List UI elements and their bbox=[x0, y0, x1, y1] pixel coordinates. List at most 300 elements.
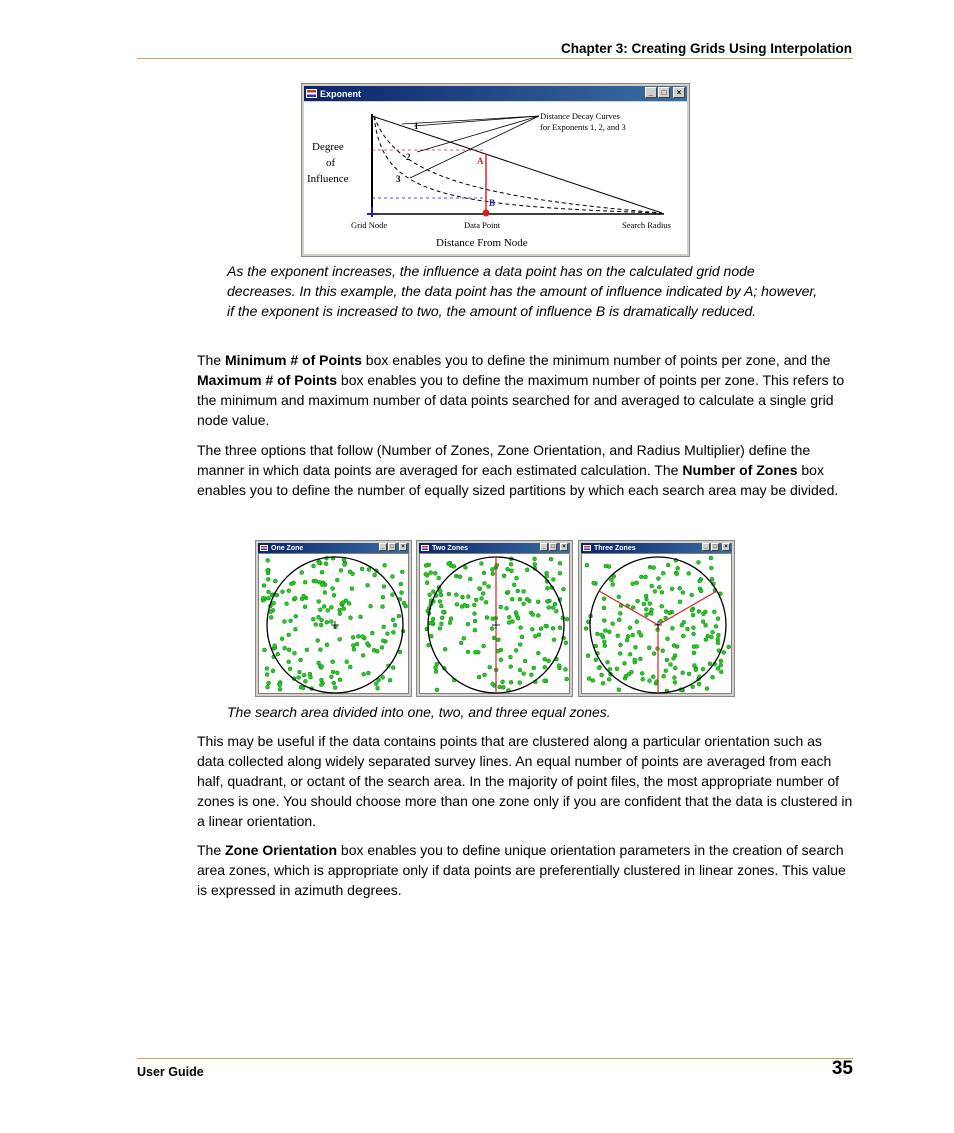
data-point bbox=[329, 675, 333, 679]
data-point bbox=[634, 645, 638, 649]
pointer-3 bbox=[410, 116, 539, 178]
data-point bbox=[318, 648, 322, 652]
data-point bbox=[369, 604, 373, 608]
data-point bbox=[672, 656, 676, 660]
data-point bbox=[267, 596, 271, 600]
data-point bbox=[267, 590, 271, 594]
data-point bbox=[631, 633, 635, 637]
data-point bbox=[602, 597, 606, 601]
data-point bbox=[586, 654, 590, 658]
minimize-icon[interactable]: _ bbox=[540, 543, 548, 551]
data-point bbox=[499, 658, 503, 662]
data-point bbox=[338, 637, 342, 641]
data-point bbox=[402, 601, 406, 605]
data-point bbox=[552, 638, 556, 642]
data-point bbox=[531, 613, 535, 617]
data-point bbox=[565, 617, 569, 621]
data-point bbox=[672, 676, 676, 680]
data-point bbox=[602, 619, 606, 623]
data-point bbox=[584, 627, 588, 631]
data-point bbox=[666, 637, 670, 641]
data-point bbox=[587, 677, 591, 681]
data-point bbox=[714, 624, 718, 628]
close-icon[interactable]: × bbox=[673, 87, 685, 98]
x-axis-title: Distance From Node bbox=[436, 237, 528, 249]
data-point bbox=[266, 558, 270, 562]
y-label-degree: Degree bbox=[312, 141, 344, 153]
data-point bbox=[716, 633, 720, 637]
data-point bbox=[473, 628, 477, 632]
data-point bbox=[607, 677, 611, 681]
data-point bbox=[366, 671, 370, 675]
data-point bbox=[618, 611, 622, 615]
marker-a-label: A bbox=[477, 156, 484, 166]
data-point bbox=[302, 594, 306, 598]
data-point bbox=[473, 612, 477, 616]
data-point bbox=[549, 557, 553, 561]
data-point bbox=[666, 563, 670, 567]
data-point bbox=[502, 574, 506, 578]
data-point bbox=[515, 576, 519, 580]
data-point bbox=[391, 666, 395, 670]
data-point bbox=[617, 595, 621, 599]
data-point bbox=[485, 616, 489, 620]
data-point bbox=[705, 687, 709, 691]
data-point bbox=[458, 575, 462, 579]
data-point bbox=[558, 561, 562, 565]
data-point bbox=[431, 617, 435, 621]
data-point bbox=[459, 641, 463, 645]
data-point bbox=[692, 664, 696, 668]
data-point bbox=[603, 629, 607, 633]
two-zones-titlebar[interactable] bbox=[419, 543, 570, 553]
data-point bbox=[322, 605, 326, 609]
data-point bbox=[656, 577, 660, 581]
data-point bbox=[686, 627, 690, 631]
data-point bbox=[554, 609, 558, 613]
data-point bbox=[318, 608, 322, 612]
data-point bbox=[649, 612, 653, 616]
data-point bbox=[652, 566, 656, 570]
data-point bbox=[331, 587, 335, 591]
data-point bbox=[628, 652, 632, 656]
data-point bbox=[351, 572, 355, 576]
data-point bbox=[699, 589, 703, 593]
minimize-icon[interactable]: _ bbox=[379, 543, 387, 551]
data-point bbox=[331, 660, 335, 664]
curve-1-label: 1 bbox=[414, 121, 419, 131]
data-point bbox=[511, 620, 515, 624]
two-zones-plot bbox=[420, 554, 571, 695]
data-point bbox=[317, 600, 321, 604]
data-point bbox=[533, 557, 537, 561]
term-zone-orientation: Zone Orientation bbox=[225, 842, 338, 858]
data-point bbox=[681, 591, 685, 595]
data-point bbox=[544, 624, 548, 628]
data-point bbox=[644, 575, 648, 579]
data-point bbox=[390, 593, 394, 597]
data-point bbox=[391, 630, 395, 634]
data-point bbox=[473, 619, 477, 623]
data-point bbox=[562, 587, 566, 591]
x-label-grid-node: Grid Node bbox=[351, 220, 388, 230]
data-point bbox=[496, 638, 500, 642]
data-point bbox=[601, 681, 605, 685]
data-point bbox=[639, 575, 643, 579]
data-point bbox=[262, 584, 266, 588]
data-point bbox=[690, 608, 694, 612]
data-point bbox=[673, 666, 677, 670]
data-point bbox=[653, 589, 657, 593]
data-point bbox=[678, 600, 682, 604]
data-point bbox=[481, 592, 485, 596]
data-point bbox=[294, 614, 298, 618]
chapter-title: Chapter 3: Creating Grids Using Interpolation bbox=[560, 41, 852, 56]
data-point bbox=[678, 586, 682, 590]
data-point bbox=[273, 644, 277, 648]
data-point bbox=[652, 652, 656, 656]
data-point bbox=[522, 589, 526, 593]
data-point bbox=[288, 667, 292, 671]
minimize-icon[interactable]: _ bbox=[702, 543, 710, 551]
exponent-window-titlebar[interactable] bbox=[304, 86, 687, 101]
data-point bbox=[317, 561, 321, 565]
data-point bbox=[499, 605, 503, 609]
data-point bbox=[462, 636, 466, 640]
data-point bbox=[382, 585, 386, 589]
data-point bbox=[665, 658, 669, 662]
data-point bbox=[482, 571, 486, 575]
data-point bbox=[592, 581, 596, 585]
data-point bbox=[265, 667, 269, 671]
data-point bbox=[263, 648, 267, 652]
data-point bbox=[619, 643, 623, 647]
data-point bbox=[331, 670, 335, 674]
data-point bbox=[483, 673, 487, 677]
data-point bbox=[435, 688, 439, 692]
data-point bbox=[283, 646, 287, 650]
data-point bbox=[338, 608, 342, 612]
page-number: 35 bbox=[831, 1058, 853, 1079]
curves-label-line1: Distance Decay Curves bbox=[540, 111, 620, 121]
data-point bbox=[696, 560, 700, 564]
data-point bbox=[348, 665, 352, 669]
data-point bbox=[680, 623, 684, 627]
data-point bbox=[687, 672, 691, 676]
data-point bbox=[261, 596, 265, 600]
data-point bbox=[706, 634, 710, 638]
data-point bbox=[533, 634, 537, 638]
data-point bbox=[293, 651, 297, 655]
pointer-4 bbox=[402, 116, 539, 124]
data-point bbox=[314, 579, 318, 583]
data-point bbox=[691, 685, 695, 689]
data-point bbox=[722, 651, 726, 655]
data-point bbox=[520, 635, 524, 639]
data-point bbox=[661, 649, 665, 653]
data-point bbox=[440, 616, 444, 620]
data-point bbox=[661, 571, 665, 575]
data-point bbox=[716, 666, 720, 670]
data-point bbox=[617, 688, 621, 692]
data-point bbox=[297, 676, 301, 680]
minimize-icon[interactable]: _ bbox=[645, 87, 657, 98]
data-point bbox=[626, 634, 630, 638]
data-point bbox=[625, 638, 629, 642]
data-point bbox=[490, 627, 494, 631]
data-point bbox=[631, 606, 635, 610]
data-point bbox=[323, 590, 327, 594]
data-point bbox=[543, 657, 547, 661]
data-point bbox=[641, 677, 645, 681]
data-point bbox=[709, 556, 713, 560]
data-point bbox=[506, 567, 510, 571]
data-point bbox=[311, 617, 315, 621]
data-point bbox=[539, 627, 543, 631]
data-point bbox=[651, 675, 655, 679]
data-point bbox=[585, 563, 589, 567]
data-point bbox=[269, 615, 273, 619]
data-point bbox=[448, 621, 452, 625]
data-point bbox=[427, 643, 431, 647]
data-point bbox=[439, 604, 443, 608]
data-point bbox=[551, 578, 555, 582]
data-point bbox=[484, 600, 488, 604]
data-point bbox=[640, 671, 644, 675]
data-point bbox=[710, 577, 714, 581]
data-point bbox=[647, 646, 651, 650]
data-point bbox=[488, 665, 492, 669]
three-zones-plot bbox=[582, 554, 733, 695]
data-point bbox=[266, 685, 270, 689]
data-point bbox=[627, 672, 631, 676]
data-point bbox=[615, 667, 619, 671]
data-point bbox=[487, 585, 491, 589]
data-point bbox=[638, 657, 642, 661]
data-point bbox=[391, 618, 395, 622]
data-point bbox=[281, 590, 285, 594]
data-point bbox=[434, 670, 438, 674]
data-point bbox=[509, 655, 513, 659]
data-point bbox=[509, 665, 513, 669]
data-point bbox=[375, 649, 379, 653]
data-point bbox=[547, 659, 551, 663]
data-point bbox=[602, 606, 606, 610]
close-icon[interactable]: × bbox=[560, 543, 568, 551]
data-point bbox=[498, 685, 502, 689]
data-point bbox=[314, 623, 318, 627]
data-point bbox=[681, 671, 685, 675]
data-point bbox=[385, 632, 389, 636]
data-point bbox=[698, 579, 702, 583]
data-point bbox=[719, 670, 723, 674]
term-maximum-points: Maximum # of Points bbox=[197, 372, 338, 388]
one-zone-window bbox=[255, 540, 412, 697]
data-point bbox=[694, 668, 698, 672]
close-icon[interactable]: × bbox=[722, 543, 730, 551]
data-point bbox=[675, 645, 679, 649]
data-point bbox=[704, 623, 708, 627]
data-point bbox=[648, 679, 652, 683]
curves-label-line2: for Exponents 1, 2, and 3 bbox=[540, 122, 626, 132]
x-label-data-point: Data Point bbox=[464, 220, 501, 230]
data-point bbox=[537, 633, 541, 637]
data-point bbox=[518, 681, 522, 685]
data-point bbox=[383, 563, 387, 567]
data-point bbox=[660, 590, 664, 594]
data-point bbox=[299, 658, 303, 662]
footer-rule bbox=[137, 1058, 853, 1059]
data-point bbox=[650, 608, 654, 612]
data-point bbox=[273, 579, 277, 583]
data-point bbox=[709, 566, 713, 570]
data-point bbox=[477, 587, 481, 591]
data-point bbox=[616, 634, 620, 638]
data-point bbox=[312, 564, 316, 568]
data-point bbox=[373, 573, 377, 577]
data-point bbox=[319, 623, 323, 627]
data-point bbox=[381, 639, 385, 643]
close-icon[interactable]: × bbox=[399, 543, 407, 551]
data-point bbox=[466, 595, 470, 599]
maximize-icon[interactable]: □ bbox=[388, 543, 396, 551]
data-point bbox=[454, 574, 458, 578]
data-point bbox=[501, 680, 505, 684]
data-point bbox=[518, 643, 522, 647]
data-point bbox=[472, 603, 476, 607]
data-point bbox=[344, 599, 348, 603]
data-point bbox=[397, 614, 401, 618]
data-point bbox=[338, 612, 342, 616]
data-point bbox=[657, 585, 661, 589]
data-point bbox=[510, 597, 514, 601]
data-point bbox=[523, 659, 527, 663]
zone-divider bbox=[658, 591, 717, 625]
data-point bbox=[507, 615, 511, 619]
data-point bbox=[473, 650, 477, 654]
data-point bbox=[393, 623, 397, 627]
data-point bbox=[454, 593, 458, 597]
data-point bbox=[287, 660, 291, 664]
data-point bbox=[293, 596, 297, 600]
data-point bbox=[317, 615, 321, 619]
data-point bbox=[335, 578, 339, 582]
data-point bbox=[381, 605, 385, 609]
data-point bbox=[636, 599, 640, 603]
data-point bbox=[565, 677, 569, 681]
zone-divider bbox=[599, 591, 658, 625]
data-point bbox=[468, 577, 472, 581]
footer-guide-label: User Guide bbox=[137, 1065, 204, 1079]
data-point bbox=[276, 652, 280, 656]
data-point bbox=[439, 593, 443, 597]
data-point bbox=[491, 572, 495, 576]
data-point bbox=[366, 583, 370, 587]
app-flag-icon bbox=[306, 89, 317, 98]
data-point bbox=[482, 644, 486, 648]
data-point bbox=[355, 642, 359, 646]
marker-b-label: B bbox=[489, 198, 496, 208]
data-point bbox=[338, 678, 342, 682]
maximize-icon[interactable]: □ bbox=[658, 87, 670, 98]
data-point bbox=[543, 679, 547, 683]
data-point bbox=[319, 683, 323, 687]
data-point bbox=[676, 566, 680, 570]
curve-2-label: 2 bbox=[406, 152, 411, 162]
data-point bbox=[438, 600, 442, 604]
data-point bbox=[691, 613, 695, 617]
data-point bbox=[597, 666, 601, 670]
data-point bbox=[305, 648, 309, 652]
three-zones-window bbox=[578, 540, 735, 697]
data-point bbox=[505, 606, 509, 610]
data-point bbox=[607, 630, 611, 634]
data-point bbox=[278, 687, 282, 691]
data-point bbox=[701, 620, 705, 624]
data-point bbox=[463, 603, 467, 607]
data-point bbox=[265, 673, 269, 677]
data-point bbox=[289, 619, 293, 623]
term-number-of-zones: Number of Zones bbox=[682, 462, 798, 478]
data-point bbox=[687, 571, 691, 575]
data-point bbox=[266, 569, 270, 573]
data-point bbox=[320, 618, 324, 622]
data-point bbox=[447, 592, 451, 596]
data-point bbox=[335, 671, 339, 675]
data-point bbox=[662, 674, 666, 678]
data-point bbox=[381, 595, 385, 599]
data-point bbox=[719, 663, 723, 667]
data-point bbox=[603, 644, 607, 648]
header-rule bbox=[137, 58, 853, 59]
data-point bbox=[628, 626, 632, 630]
data-point bbox=[522, 672, 526, 676]
data-point bbox=[347, 601, 351, 605]
data-point bbox=[343, 563, 347, 567]
one-zone-title: One Zone bbox=[271, 544, 304, 552]
data-point-marker bbox=[483, 210, 490, 217]
one-zone-titlebar[interactable] bbox=[258, 543, 409, 553]
data-point bbox=[501, 685, 505, 689]
two-zones-title: Two Zones bbox=[432, 544, 469, 552]
paragraph-zone-orientation: The Zone Orientation box enables you to define unique orientation parameters in the creation of search area zones, which is appropriate only if data points are preferentially clustered in linear zones. This value is expressed in azimuth degrees. bbox=[197, 842, 846, 898]
maximize-icon[interactable]: □ bbox=[549, 543, 557, 551]
data-point bbox=[449, 617, 453, 621]
data-point bbox=[533, 562, 537, 566]
y-label-of: of bbox=[326, 157, 336, 169]
exponent-plot-area bbox=[304, 102, 687, 254]
data-point bbox=[424, 572, 428, 576]
data-point bbox=[551, 606, 555, 610]
data-point bbox=[349, 616, 353, 620]
data-point bbox=[644, 607, 648, 611]
data-point bbox=[564, 641, 568, 645]
data-point bbox=[711, 630, 715, 634]
data-point bbox=[551, 626, 555, 630]
data-point bbox=[727, 645, 731, 649]
maximize-icon[interactable]: □ bbox=[711, 543, 719, 551]
curve-3-label: 3 bbox=[396, 174, 401, 184]
data-point bbox=[716, 617, 720, 621]
data-point bbox=[719, 659, 723, 663]
data-point bbox=[345, 660, 349, 664]
data-point bbox=[506, 590, 510, 594]
figure1-caption: As the exponent increases, the influence a data point has on the calculated grid node decreases. In this example, the data point has the amount of influence indicated by A; however, if the exponent is increased to two, the amount of influence B is dramatically reduced. bbox=[227, 263, 818, 319]
data-point bbox=[287, 648, 291, 652]
three-zones-titlebar[interactable] bbox=[581, 543, 732, 553]
data-point bbox=[283, 620, 287, 624]
data-point bbox=[691, 626, 695, 630]
